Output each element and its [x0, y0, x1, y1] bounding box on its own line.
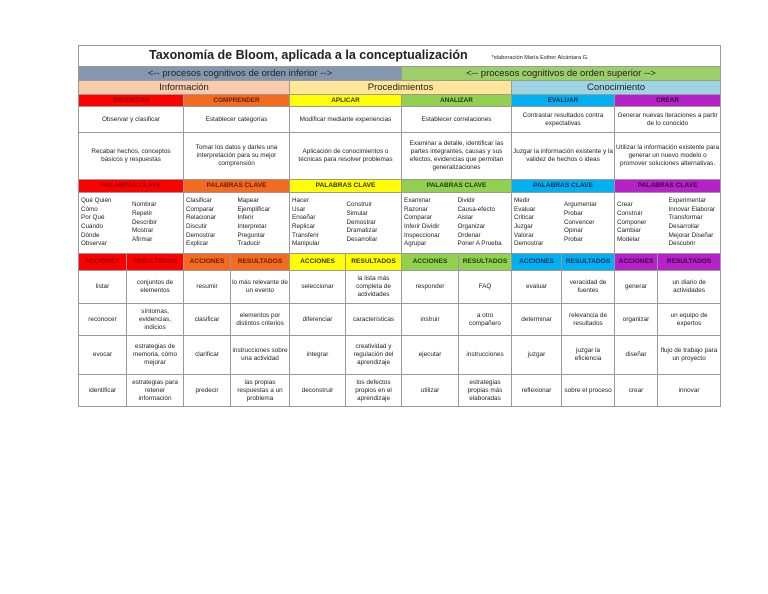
- action-cell: diseñar: [615, 336, 658, 375]
- keyword: Preguntar: [237, 231, 266, 239]
- level-description: Contrastar resultados contra expectativas: [512, 107, 615, 133]
- result-cell: estrategias propias más elaboradas: [459, 375, 512, 407]
- keyword-list: [185, 197, 237, 249]
- keyword: Dramatizar: [346, 227, 378, 235]
- keyword: Describir: [132, 218, 157, 226]
- keyword: Simular: [346, 209, 368, 217]
- keyword: Mapear: [237, 196, 259, 204]
- keyword: Dividir: [457, 196, 475, 204]
- keywords-cell: [512, 193, 615, 254]
- action-cell: integrar: [290, 336, 346, 375]
- bloom-taxonomy-table: [78, 45, 721, 407]
- table-row: [79, 336, 721, 375]
- table-row: [79, 107, 721, 133]
- keyword: Qué Quién: [81, 196, 112, 204]
- keyword: Modelar: [617, 236, 640, 244]
- result-cell: juzgar la eficiencia: [562, 336, 615, 375]
- keyword: Replicar: [292, 223, 316, 230]
- action-cell: generar: [615, 271, 658, 304]
- title-cell: [79, 46, 721, 67]
- action-cell: deconstruir: [290, 375, 346, 407]
- keyword: Valorar: [514, 231, 534, 239]
- action-cell: clasificar: [184, 304, 231, 336]
- actions-header: ACCIONES: [402, 254, 459, 271]
- keyword: Ejemplificar: [237, 205, 271, 213]
- keywords-cell: [290, 193, 402, 254]
- group-conocimiento: Conocimiento: [512, 81, 721, 95]
- table-row: [79, 271, 721, 304]
- keyword: Convencer: [564, 218, 595, 226]
- keyword: Mejorar Diseñar: [668, 231, 714, 239]
- result-cell: instrucciones sobre una actividad: [231, 336, 290, 375]
- result-cell: relevancia de resultados: [562, 304, 615, 336]
- keyword: Cómo: [81, 205, 98, 213]
- table-row: [79, 193, 721, 254]
- result-cell: las propias respuestas a un problema: [231, 375, 290, 407]
- table-row: [79, 67, 721, 81]
- level-detail: Tomar los datos y darles una interpretación para su mejor comprensión: [184, 133, 290, 180]
- keyword: Construir: [617, 209, 643, 217]
- actions-header: ACCIONES: [290, 254, 346, 271]
- action-cell: identificar: [79, 375, 127, 407]
- keyword: Traducir: [237, 240, 261, 248]
- keywords-cell: [615, 193, 721, 254]
- level-crear: CREAR: [615, 95, 721, 107]
- table-row: [79, 180, 721, 193]
- level-recordar: RECORDAR: [79, 95, 184, 107]
- keyword: Clasificar: [186, 196, 212, 204]
- keyword: Afirmar: [132, 236, 153, 244]
- table-row: [79, 133, 721, 180]
- keyword: Comparar: [404, 214, 432, 222]
- keyword: Mostrar: [132, 227, 154, 235]
- keyword-list: [668, 197, 720, 249]
- table-row: [79, 375, 721, 407]
- keyword: Manipular: [292, 240, 320, 248]
- keyword: Inferir: [237, 214, 254, 222]
- keyword: Usar: [292, 205, 306, 213]
- result-cell: la lista más completa de actividades: [346, 271, 402, 304]
- level-detail: Juzgar la información existente y la validez de hechos o ideas: [512, 133, 615, 180]
- credit-note: *elaboración María Esther Alcántara G.: [491, 55, 589, 62]
- results-header: RESULTADOS: [562, 254, 615, 271]
- keyword: Experimentar: [668, 196, 707, 204]
- action-cell: organizar: [615, 304, 658, 336]
- keyword: Razonar: [404, 205, 428, 213]
- results-header: RESULTADOS: [658, 254, 721, 271]
- keywords-lists: [80, 197, 182, 249]
- result-cell: a otro compañero: [459, 304, 512, 336]
- action-cell: clarificar: [184, 336, 231, 375]
- table-row: [79, 254, 721, 271]
- keyword: Evaluar: [514, 205, 536, 213]
- action-cell: reconocer: [79, 304, 127, 336]
- level-detail: Recabar hechos, conceptos básicos y respuestas: [79, 133, 184, 180]
- action-cell: utilizar: [402, 375, 459, 407]
- keyword: Probar: [564, 236, 583, 244]
- keyword: Demostrar: [186, 231, 216, 239]
- table-row: [79, 95, 721, 107]
- result-cell: flujo de trabajo para un proyecto: [658, 336, 721, 375]
- keyword: Dónde: [81, 231, 100, 239]
- action-cell: reflexionar: [512, 375, 562, 407]
- keywords-cell: [184, 193, 290, 254]
- keyword: Transferir: [292, 231, 319, 239]
- keyword: Medir: [514, 196, 530, 204]
- level-description: Observar y clasificar: [79, 107, 184, 133]
- action-cell: seleccionar: [290, 271, 346, 304]
- keyword-list: [80, 197, 131, 249]
- keyword: Demostrar: [514, 240, 544, 248]
- keyword: Desarrollar: [346, 236, 378, 244]
- actions-header: ACCIONES: [184, 254, 231, 271]
- action-cell: predecir: [184, 375, 231, 407]
- result-cell: síntomas, evidencias, indicios: [127, 304, 184, 336]
- keyword: Demostrar: [346, 218, 376, 226]
- result-cell: lo más relevante de un evento: [231, 271, 290, 304]
- keyword: Crear: [617, 201, 633, 209]
- keyword-list: [457, 197, 511, 249]
- actions-header: ACCIONES: [79, 254, 127, 271]
- keyword: Explicar: [186, 240, 209, 248]
- level-analizar: ANALIZAR: [402, 95, 512, 107]
- keywords-lists: [616, 197, 719, 249]
- keywords-header: PALABRAS CLAVE: [290, 180, 402, 193]
- keyword: Criticar: [514, 214, 534, 222]
- keyword: Discutir: [186, 223, 207, 230]
- process-band-inferior: <-- procesos cognitivos de orden inferior -->: [79, 67, 402, 81]
- keywords-lists: [513, 197, 613, 249]
- keywords-lists: [403, 197, 510, 249]
- keyword: Innovar Elaborar: [668, 205, 716, 213]
- level-detail: Examinar a detalle, identificar las partes integrantes, causas y sus efectos, evidencias que permitan generalizaciones: [402, 133, 512, 180]
- keyword: Agrupar: [404, 240, 427, 248]
- level-comprender: COMPRENDER: [184, 95, 290, 107]
- keyword-list: [237, 197, 289, 249]
- table-row: [79, 81, 721, 95]
- action-cell: crear: [615, 375, 658, 407]
- keyword: Examinar: [404, 196, 431, 204]
- action-cell: responder: [402, 271, 459, 304]
- keyword: Aislar: [457, 214, 474, 222]
- result-cell: instrucciones: [459, 336, 512, 375]
- results-header: RESULTADOS: [346, 254, 402, 271]
- keyword: Por Qué: [81, 214, 105, 222]
- keyword: Inferir Dividir: [404, 223, 440, 230]
- results-header: RESULTADOS: [231, 254, 290, 271]
- keyword: Argumentar: [564, 201, 597, 209]
- keyword: Transformar: [668, 214, 703, 222]
- keyword-list: [346, 201, 401, 244]
- keyword: Interpretar: [237, 223, 267, 230]
- group-información: Información: [79, 81, 290, 95]
- action-cell: juzgar: [512, 336, 562, 375]
- keyword: Hacer: [292, 196, 309, 204]
- keyword: Desarrollar: [668, 223, 700, 230]
- action-cell: resumir: [184, 271, 231, 304]
- level-description: Establecer correlaciones: [402, 107, 512, 133]
- keywords-header: PALABRAS CLAVE: [402, 180, 512, 193]
- result-cell: FAQ: [459, 271, 512, 304]
- group-procedimientos: Procedimientos: [290, 81, 512, 95]
- keywords-header: PALABRAS CLAVE: [184, 180, 290, 193]
- action-cell: evaluar: [512, 271, 562, 304]
- keyword: Nombrar: [132, 201, 157, 209]
- keyword: Comparar: [186, 205, 214, 213]
- page-title: Taxonomía de Bloom, aplicada a la conceptualización: [149, 48, 468, 63]
- result-cell: elementos por distintos criterios: [231, 304, 290, 336]
- keywords-lists: [291, 197, 400, 249]
- keyword: Organizar: [457, 223, 486, 230]
- action-cell: ejecutar: [402, 336, 459, 375]
- keyword: Probar: [564, 209, 583, 217]
- keyword: Causa-efecto: [457, 205, 495, 213]
- keyword: Juzgar: [514, 223, 533, 230]
- result-cell: veracidad de fuentes: [562, 271, 615, 304]
- keyword: Relacionar: [186, 214, 217, 222]
- keywords-header: PALABRAS CLAVE: [512, 180, 615, 193]
- keyword: Ordenar: [457, 231, 481, 239]
- result-cell: características: [346, 304, 402, 336]
- result-cell: estrategias para retener información: [127, 375, 184, 407]
- level-description: Establecer categorías: [184, 107, 290, 133]
- result-cell: los defectos propios en el aprendizaje: [346, 375, 402, 407]
- keyword: Componer: [617, 218, 647, 226]
- level-detail: Aplicación de conocimientos o técnicas para resolver problemas: [290, 133, 402, 180]
- keywords-header: PALABRAS CLAVE: [79, 180, 184, 193]
- keyword-list: [513, 197, 563, 249]
- keyword: Opinar: [564, 227, 583, 235]
- keywords-cell: [79, 193, 184, 254]
- actions-header: ACCIONES: [512, 254, 562, 271]
- keyword: Cuándo: [81, 223, 104, 230]
- result-cell: conjuntos de elementos: [127, 271, 184, 304]
- keyword-list: [291, 197, 346, 249]
- action-cell: diferenciar: [290, 304, 346, 336]
- level-evaluar: EVALUAR: [512, 95, 615, 107]
- keyword: Inspeccionar: [404, 231, 440, 239]
- keyword: Observar: [81, 240, 107, 248]
- result-cell: innovar: [658, 375, 721, 407]
- action-cell: listar: [79, 271, 127, 304]
- keyword-list: [131, 201, 182, 244]
- result-cell: un equipo de expertos: [658, 304, 721, 336]
- level-detail: Utilizar la información existente para generar un nuevo modelo o promover soluciones alternativas.: [615, 133, 721, 180]
- results-header: RESULTADOS: [459, 254, 512, 271]
- result-cell: sobre el proceso: [562, 375, 615, 407]
- keywords-header: PALABRAS CLAVE: [615, 180, 721, 193]
- action-cell: evocar: [79, 336, 127, 375]
- result-cell: creatividad y regulación del aprendizaje: [346, 336, 402, 375]
- keyword-list: [616, 201, 668, 244]
- result-cell: un diario de actividades: [658, 271, 721, 304]
- keyword: Poner A Prueba: [457, 240, 502, 248]
- result-cell: estrategias de memoria, cómo mejorar: [127, 336, 184, 375]
- keywords-lists: [185, 197, 288, 249]
- process-band-superior: <-- procesos cognitivos de orden superior -->: [402, 67, 721, 81]
- level-aplicar: APLICAR: [290, 95, 402, 107]
- table-row: [79, 304, 721, 336]
- keyword: Enseñar: [292, 214, 316, 222]
- keywords-cell: [402, 193, 512, 254]
- keyword: Construir: [346, 201, 373, 209]
- action-cell: instruir: [402, 304, 459, 336]
- actions-header: ACCIONES: [615, 254, 658, 271]
- keyword-list: [563, 201, 613, 244]
- keyword-list: [403, 197, 457, 249]
- keyword: Cambiar: [617, 227, 641, 235]
- results-header: RESULTADOS: [127, 254, 184, 271]
- keyword: Descubrir: [668, 240, 696, 248]
- keyword: Repetir: [132, 209, 153, 217]
- action-cell: determinar: [512, 304, 562, 336]
- level-description: Modificar mediante experiencias: [290, 107, 402, 133]
- level-description: Generar nuevas iteraciones a partir de lo conocido: [615, 107, 721, 133]
